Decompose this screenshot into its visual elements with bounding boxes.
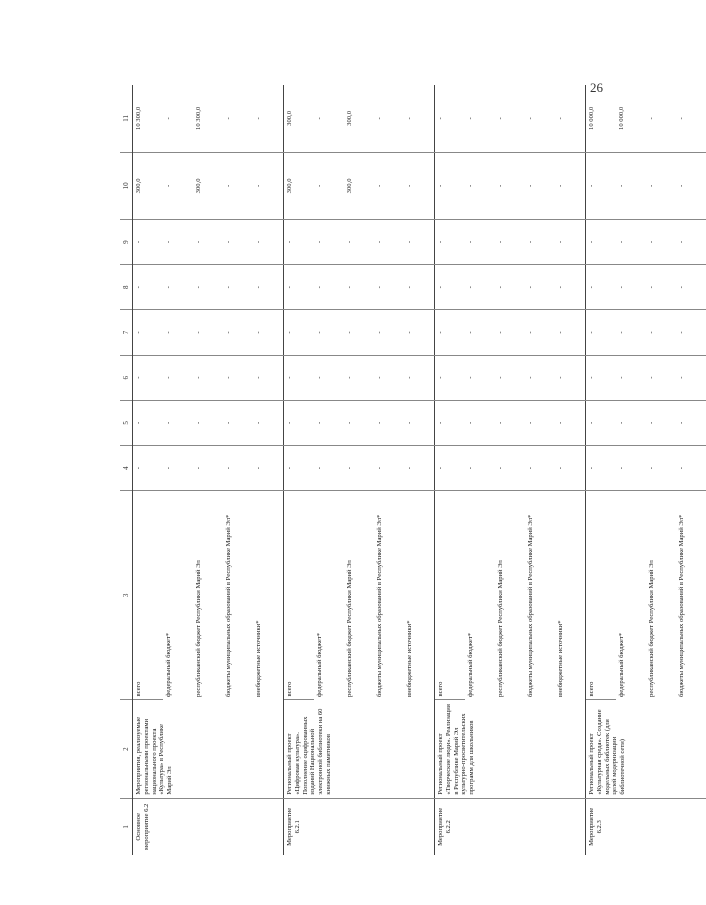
amount-cell: - <box>586 152 617 219</box>
amount-cell: - <box>314 152 344 219</box>
funding-source: внебюджетные источники* <box>406 620 413 697</box>
amount-cell: - <box>404 265 435 310</box>
amount-cell: - <box>344 400 374 445</box>
amount-cell: 10 300,0 <box>133 85 164 152</box>
measure-id: Мероприятие 6.2.3 <box>586 798 706 855</box>
amount-cell: - <box>465 355 495 400</box>
amount-cell: - <box>193 400 223 445</box>
amount-cell: - <box>495 85 525 152</box>
amount-cell: - <box>374 265 404 310</box>
amount-cell: - <box>586 265 617 310</box>
funding-source: федеральный бюджет* <box>316 632 323 697</box>
amount-cell: - <box>676 400 706 445</box>
amount-cell: - <box>253 265 284 310</box>
amount-cell: - <box>525 152 555 219</box>
amount-cell: - <box>344 219 374 264</box>
amount-cell: - <box>133 219 164 264</box>
amount-cell: - <box>465 310 495 355</box>
amount-cell: - <box>525 400 555 445</box>
amount-cell: - <box>163 85 193 152</box>
funding-source: федеральный бюджет* <box>618 632 625 697</box>
amount-cell: - <box>555 219 586 264</box>
amount-cell: - <box>314 219 344 264</box>
amount-cell: - <box>646 152 676 219</box>
column-header: 8 <box>120 265 133 310</box>
amount-cell: - <box>495 219 525 264</box>
funding-source: бюджеты муниципальных образований в Республике Марий Эл* <box>527 514 534 697</box>
amount-cell: - <box>435 400 466 445</box>
amount-cell: - <box>676 265 706 310</box>
amount-cell: - <box>133 310 164 355</box>
amount-cell: - <box>374 400 404 445</box>
amount-cell: - <box>163 152 193 219</box>
amount-cell: - <box>193 445 223 490</box>
funding-source: республиканский бюджет Республики Марий Эл <box>648 560 655 697</box>
table-row <box>435 85 466 855</box>
table-row <box>284 85 315 855</box>
amount-cell: - <box>344 355 374 400</box>
amount-cell: - <box>465 152 495 219</box>
column-header: 9 <box>120 219 133 264</box>
amount-cell: - <box>555 85 586 152</box>
measure-name: Региональный проект «Цифровая культура». Пополнение оцифрованных изданий Национальной электронной библиотеки на 60 книжных памятников <box>284 700 435 798</box>
amount-cell: - <box>435 355 466 400</box>
amount-cell: - <box>435 445 466 490</box>
amount-cell: - <box>314 400 344 445</box>
amount-cell: - <box>525 219 555 264</box>
amount-cell: - <box>646 85 676 152</box>
amount-cell: - <box>253 400 284 445</box>
amount-cell: - <box>525 85 555 152</box>
amount-cell: - <box>133 355 164 400</box>
funding-source: внебюджетные источники* <box>255 620 262 697</box>
amount-cell: - <box>555 445 586 490</box>
amount-cell: - <box>163 400 193 445</box>
amount-cell: - <box>344 445 374 490</box>
column-header: 7 <box>120 310 133 355</box>
amount-cell: - <box>374 445 404 490</box>
funding-source: бюджеты муниципальных образований в Республике Марий Эл* <box>678 514 685 697</box>
funding-source: федеральный бюджет* <box>467 632 474 697</box>
amount-cell: 300,0 <box>344 85 374 152</box>
amount-cell: - <box>223 265 253 310</box>
amount-cell: - <box>495 152 525 219</box>
funding-source: всего <box>284 491 315 700</box>
amount-cell: - <box>555 400 586 445</box>
measure-name: Региональный проект «Творческие люди». Реализация в Республике Марий Эл культурно-просветительских программ для школьников <box>435 700 586 798</box>
amount-cell: - <box>404 219 435 264</box>
funding-source: бюджеты муниципальных образований в Республике Марий Эл* <box>376 514 383 697</box>
amount-cell: - <box>435 85 466 152</box>
amount-cell: - <box>525 445 555 490</box>
measure-id: Мероприятие 6.2.1 <box>284 798 435 855</box>
amount-cell: - <box>404 400 435 445</box>
amount-cell: - <box>586 219 617 264</box>
amount-cell: - <box>374 219 404 264</box>
amount-cell: - <box>223 85 253 152</box>
amount-cell: - <box>555 265 586 310</box>
amount-cell: - <box>344 265 374 310</box>
amount-cell: - <box>616 355 646 400</box>
amount-cell: - <box>163 445 193 490</box>
amount-cell: - <box>344 310 374 355</box>
amount-cell: - <box>616 400 646 445</box>
amount-cell: - <box>223 400 253 445</box>
amount-cell: - <box>646 219 676 264</box>
amount-cell: - <box>374 355 404 400</box>
amount-cell: - <box>586 400 617 445</box>
amount-cell: - <box>404 355 435 400</box>
amount-cell: - <box>314 355 344 400</box>
measure-name: Региональный проект «Культурная среда». Создание модельных библиотек (для целей модернизации библиотечной сети) <box>586 700 706 798</box>
amount-cell: 300,0 <box>284 85 315 152</box>
amount-cell: - <box>616 265 646 310</box>
amount-cell: - <box>133 265 164 310</box>
amount-cell: - <box>314 85 344 152</box>
funding-source: всего <box>435 491 466 700</box>
amount-cell: - <box>465 400 495 445</box>
table-row <box>586 85 617 855</box>
amount-cell: - <box>646 355 676 400</box>
amount-cell: - <box>525 265 555 310</box>
amount-cell: - <box>253 355 284 400</box>
measure-name: Мероприятия, реализуемые региональными проектами национального проекта «Культура» в Республике Марий Эл <box>133 700 284 798</box>
amount-cell: - <box>646 445 676 490</box>
amount-cell: - <box>163 310 193 355</box>
amount-cell: - <box>465 85 495 152</box>
column-header: 11 <box>120 85 133 152</box>
amount-cell: - <box>193 310 223 355</box>
amount-cell: - <box>676 152 706 219</box>
financing-table <box>120 85 706 855</box>
funding-source: федеральный бюджет* <box>165 632 172 697</box>
funding-source: республиканский бюджет Республики Марий Эл <box>346 560 353 697</box>
amount-cell: - <box>465 445 495 490</box>
amount-cell: - <box>586 355 617 400</box>
funding-source: республиканский бюджет Республики Марий Эл <box>497 560 504 697</box>
amount-cell: - <box>163 265 193 310</box>
column-header: 3 <box>120 491 133 700</box>
amount-cell: - <box>404 445 435 490</box>
amount-cell: - <box>284 400 315 445</box>
amount-cell: 10 000,0 <box>616 85 646 152</box>
amount-cell: 10 300,0 <box>193 85 223 152</box>
column-header: 5 <box>120 400 133 445</box>
amount-cell: - <box>404 85 435 152</box>
funding-source: всего <box>586 491 617 700</box>
amount-cell: - <box>616 310 646 355</box>
amount-cell: - <box>284 265 315 310</box>
amount-cell: - <box>616 152 646 219</box>
funding-source: всего <box>133 491 164 700</box>
amount-cell: - <box>495 310 525 355</box>
amount-cell: - <box>223 310 253 355</box>
amount-cell: - <box>495 265 525 310</box>
amount-cell: - <box>223 219 253 264</box>
amount-cell: 300,0 <box>284 152 315 219</box>
page-number: 26 <box>590 80 603 95</box>
rotated-table-container <box>120 85 685 855</box>
amount-cell: - <box>374 85 404 152</box>
amount-cell: - <box>223 152 253 219</box>
funding-source: бюджеты муниципальных образований в Республике Марий Эл* <box>225 514 232 697</box>
amount-cell: - <box>193 219 223 264</box>
funding-source: республиканский бюджет Республики Марий Эл <box>195 560 202 697</box>
amount-cell: - <box>223 445 253 490</box>
amount-cell: - <box>314 445 344 490</box>
amount-cell: - <box>435 152 466 219</box>
column-header: 1 <box>120 798 133 855</box>
amount-cell: - <box>616 219 646 264</box>
amount-cell: - <box>193 355 223 400</box>
amount-cell: - <box>435 310 466 355</box>
amount-cell: - <box>284 445 315 490</box>
amount-cell: - <box>586 310 617 355</box>
amount-cell: - <box>374 152 404 219</box>
amount-cell: - <box>586 445 617 490</box>
amount-cell: - <box>495 355 525 400</box>
column-header: 4 <box>120 445 133 490</box>
amount-cell: - <box>616 445 646 490</box>
table-row <box>133 85 164 855</box>
amount-cell: - <box>676 445 706 490</box>
amount-cell: - <box>284 355 315 400</box>
header-row <box>120 85 133 855</box>
amount-cell: - <box>314 310 344 355</box>
amount-cell: - <box>495 445 525 490</box>
amount-cell: - <box>525 310 555 355</box>
amount-cell: - <box>193 265 223 310</box>
funding-source: внебюджетные источники* <box>557 620 564 697</box>
amount-cell: 300,0 <box>344 152 374 219</box>
amount-cell: - <box>253 152 284 219</box>
amount-cell: - <box>133 445 164 490</box>
amount-cell: - <box>374 310 404 355</box>
amount-cell: - <box>465 265 495 310</box>
measure-id: Основное мероприятие 6.2 <box>133 798 284 855</box>
amount-cell: - <box>495 400 525 445</box>
table-body <box>133 85 706 855</box>
amount-cell: - <box>284 310 315 355</box>
amount-cell: - <box>314 265 344 310</box>
amount-cell: - <box>163 219 193 264</box>
amount-cell: - <box>253 445 284 490</box>
amount-cell: - <box>223 355 253 400</box>
amount-cell: - <box>435 265 466 310</box>
column-header: 2 <box>120 700 133 798</box>
amount-cell: - <box>253 310 284 355</box>
amount-cell: - <box>646 265 676 310</box>
amount-cell: 300,0 <box>133 152 164 219</box>
amount-cell: - <box>646 310 676 355</box>
amount-cell: - <box>253 219 284 264</box>
amount-cell: - <box>284 219 315 264</box>
column-header: 10 <box>120 152 133 219</box>
amount-cell: - <box>404 310 435 355</box>
amount-cell: - <box>555 310 586 355</box>
column-header: 6 <box>120 355 133 400</box>
amount-cell: - <box>404 152 435 219</box>
amount-cell: 300,0 <box>193 152 223 219</box>
amount-cell: - <box>646 400 676 445</box>
amount-cell: 10 000,0 <box>586 85 617 152</box>
amount-cell: - <box>253 85 284 152</box>
amount-cell: - <box>465 219 495 264</box>
amount-cell: - <box>435 219 466 264</box>
measure-id: Мероприятие 6.2.2 <box>435 798 586 855</box>
amount-cell: - <box>525 355 555 400</box>
amount-cell: - <box>676 355 706 400</box>
amount-cell: - <box>555 152 586 219</box>
amount-cell: - <box>676 310 706 355</box>
amount-cell: - <box>676 85 706 152</box>
amount-cell: - <box>676 219 706 264</box>
amount-cell: - <box>163 355 193 400</box>
amount-cell: - <box>133 400 164 445</box>
amount-cell: - <box>555 355 586 400</box>
